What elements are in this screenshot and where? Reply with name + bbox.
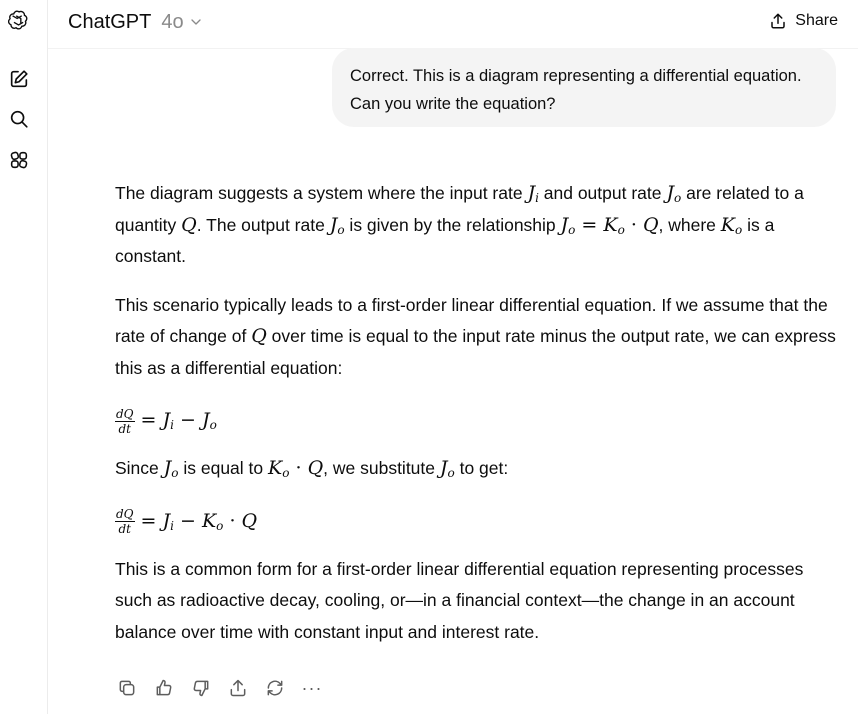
- math-operator: =: [140, 509, 163, 532]
- math-operator: ·: [624, 213, 643, 236]
- explore-gpts-icon[interactable]: [7, 148, 31, 172]
- equation-rhs: [141, 405, 217, 437]
- math-ko: [721, 214, 742, 236]
- text: . The output rate: [196, 214, 330, 235]
- message-actions: [115, 676, 324, 700]
- math-symbol: J: [201, 409, 210, 432]
- math-symbol: K: [201, 509, 217, 532]
- model-name: ChatGPT: [68, 10, 152, 33]
- share-label: Share: [795, 12, 838, 29]
- regenerate-icon[interactable]: [263, 676, 287, 700]
- math-symbol: Q: [241, 509, 258, 532]
- assistant-message: [115, 178, 840, 665]
- denominator: dt: [118, 522, 132, 536]
- math-symbol: J: [162, 509, 171, 532]
- numerator: dQ: [116, 406, 134, 421]
- text: , where: [658, 214, 721, 235]
- chevron-down-icon: [188, 14, 204, 30]
- math-operator: −: [173, 509, 202, 532]
- math-symbol: J: [439, 457, 448, 479]
- text: over time is equal to the input rate minus the output rate, we can express this as a differential equation:: [115, 326, 836, 378]
- equation-2: [115, 502, 840, 542]
- text: The diagram suggests a system where the input rate: [115, 183, 528, 203]
- math-operator: ·: [289, 457, 308, 479]
- math-subscript: o: [216, 518, 224, 533]
- denominator: dt: [118, 421, 132, 436]
- math-jo-equals-ko-q: [561, 214, 659, 236]
- text: to get:: [454, 458, 509, 478]
- numerator: dQ: [116, 507, 134, 521]
- math-symbol: K: [268, 457, 283, 479]
- share-button[interactable]: [769, 9, 838, 33]
- text: is equal to: [178, 458, 268, 478]
- assistant-paragraph-2: [115, 290, 840, 385]
- math-subscript: o: [171, 466, 179, 480]
- math-symbol: K: [603, 213, 618, 236]
- search-icon[interactable]: [7, 107, 31, 131]
- math-jo: [164, 457, 179, 479]
- math-subscript: i: [170, 418, 174, 433]
- equation-1: [115, 401, 840, 441]
- math-subscript: o: [674, 191, 682, 205]
- equation-rhs: [141, 506, 258, 538]
- assistant-paragraph-4: This is a common form for a first-order linear differential equation representing processes such as radioactive decay, cooling, or—in a financial context—the change in an account balance over time with constant input and interest rate.: [115, 558, 804, 642]
- text: is a constant.: [115, 214, 775, 266]
- text: are related to a quantity: [115, 183, 804, 235]
- text: This scenario typically leads to a first-order linear differential equation. If we assume that the rate of change of: [115, 294, 828, 346]
- math-ji: [527, 182, 538, 204]
- text: , we substitute: [323, 458, 440, 478]
- more-label: ···: [301, 678, 323, 698]
- openai-logo-icon[interactable]: [7, 8, 31, 32]
- text: and output rate: [538, 183, 667, 203]
- math-subscript: o: [734, 222, 743, 237]
- math-subscript: o: [337, 222, 345, 237]
- math-symbol: Q: [307, 457, 324, 479]
- math-subscript: i: [170, 518, 174, 533]
- math-operator: ·: [223, 509, 242, 532]
- math-subscript: o: [447, 466, 455, 480]
- header: [48, 0, 858, 49]
- math-symbol: J: [162, 409, 171, 432]
- math-subscript: i: [535, 191, 539, 205]
- math-symbol: J: [560, 213, 569, 236]
- assistant-paragraph-3: [115, 453, 840, 485]
- upload-icon: [769, 12, 787, 30]
- math-operator: −: [173, 409, 202, 432]
- math-symbol: J: [527, 182, 536, 204]
- text: Since: [115, 458, 164, 478]
- new-chat-icon[interactable]: [7, 67, 31, 91]
- math-symbol: K: [720, 213, 735, 236]
- math-symbol: J: [666, 182, 674, 204]
- math-operator: =: [575, 213, 604, 236]
- math-jo: [440, 457, 455, 479]
- share-icon[interactable]: [226, 676, 250, 700]
- more-options-button[interactable]: [300, 676, 324, 700]
- math-symbol: J: [329, 213, 338, 236]
- math-jo: [330, 214, 345, 236]
- text: is given by the relationship: [344, 214, 561, 235]
- fraction-dq-dt: [115, 507, 135, 536]
- assistant-paragraph-1: [115, 178, 840, 273]
- math-symbol: Q: [642, 213, 659, 236]
- fraction-dq-dt: [115, 407, 135, 436]
- math-q: Q: [251, 325, 267, 347]
- copy-icon[interactable]: [115, 676, 139, 700]
- math-q: Q: [181, 213, 197, 236]
- math-ko-q: [268, 457, 323, 479]
- model-switcher[interactable]: [68, 9, 204, 35]
- math-subscript: o: [209, 418, 217, 433]
- model-version: 4o: [161, 10, 184, 33]
- thumbs-down-icon[interactable]: [189, 676, 213, 700]
- math-jo: [666, 182, 681, 204]
- math-subscript: o: [568, 222, 576, 237]
- math-operator: =: [140, 409, 163, 432]
- user-message: Correct. This is a diagram representing a differential equation. Can you write the equation?: [332, 48, 836, 127]
- math-subscript: o: [282, 466, 290, 480]
- sidebar: [0, 0, 48, 714]
- math-symbol: J: [163, 457, 172, 479]
- thumbs-up-icon[interactable]: [152, 676, 176, 700]
- math-subscript: o: [617, 222, 625, 237]
